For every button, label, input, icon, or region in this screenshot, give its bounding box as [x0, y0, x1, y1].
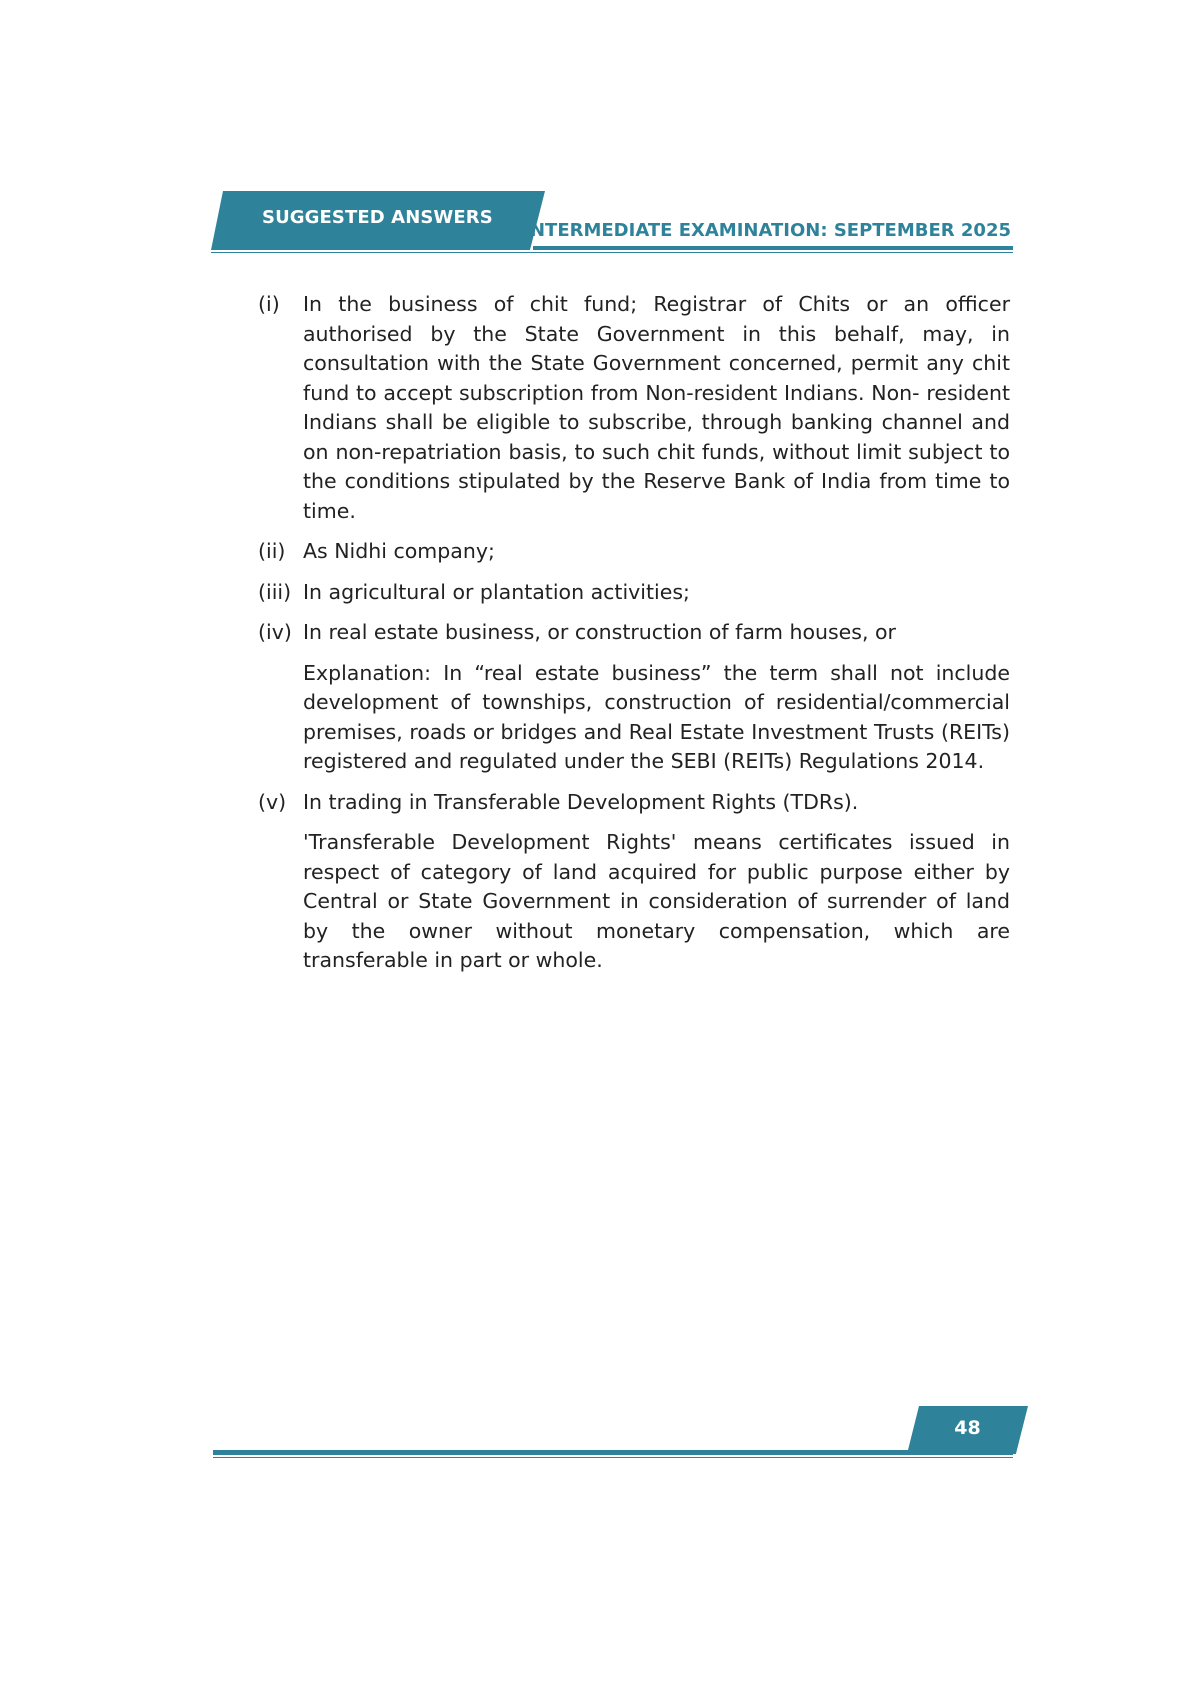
footer-rule-thin — [213, 1457, 1013, 1458]
header-rule-thin — [211, 252, 1013, 253]
list-item-iv — [258, 618, 1010, 648]
item-text: In the business of chit fund; Registrar of Chits or an officer authorised by the State Government in this behalf, may, in consultation with the State Government concerned, permit any chit fund to accept subscription from Non-resident Indians. Non- resident Indians shall be eligible to subscribe, through banking channel and on non-repatriation basis, to such chit funds, without limit subject to the conditions stipulated by the Reserve Bank of India from time to time. — [303, 292, 1010, 523]
item-text: As Nidhi company; — [303, 539, 495, 563]
tdr-definition-paragraph: 'Transferable Development Rights' means certificates issued in respect of category of land acquired for public purpose either by Central or State Government in consideration of surrender of land by the owner without monetary compensation, which are transferable in part or whole. — [303, 830, 1010, 972]
list-item-iii — [258, 578, 1010, 608]
header-rule — [533, 246, 1013, 250]
exam-title: INTERMEDIATE EXAMINATION: SEPTEMBER 2025 — [523, 220, 1011, 241]
answer-body — [258, 290, 1010, 987]
footer-rule — [213, 1450, 1013, 1455]
page-number: 48 — [954, 1417, 981, 1439]
item-text: In trading in Transferable Development Rights (TDRs). — [303, 789, 859, 814]
item-text: In agricultural or plantation activities; — [303, 579, 690, 604]
item-number: (iii) — [258, 579, 292, 604]
item-number: (iv) — [258, 620, 292, 644]
header-section-label: SUGGESTED ANSWERS — [262, 207, 493, 228]
item-text: In real estate business, or construction of farm houses, or — [303, 620, 896, 644]
item-number: (v) — [258, 789, 287, 814]
list-item-ii — [258, 537, 1010, 567]
item-number: (i) — [258, 292, 280, 316]
item-number: (ii) — [258, 539, 286, 563]
explanation-paragraph: Explanation: In “real estate business” the term shall not include development of townships, construction of residential/commercial premises, roads or bridges and Real Estate Investment Trusts (REITs) registered and regulated under the SEBI (REITs) Regulations 2014. — [303, 660, 1010, 773]
list-item-v — [258, 788, 1010, 818]
list-item-i — [258, 290, 1010, 526]
